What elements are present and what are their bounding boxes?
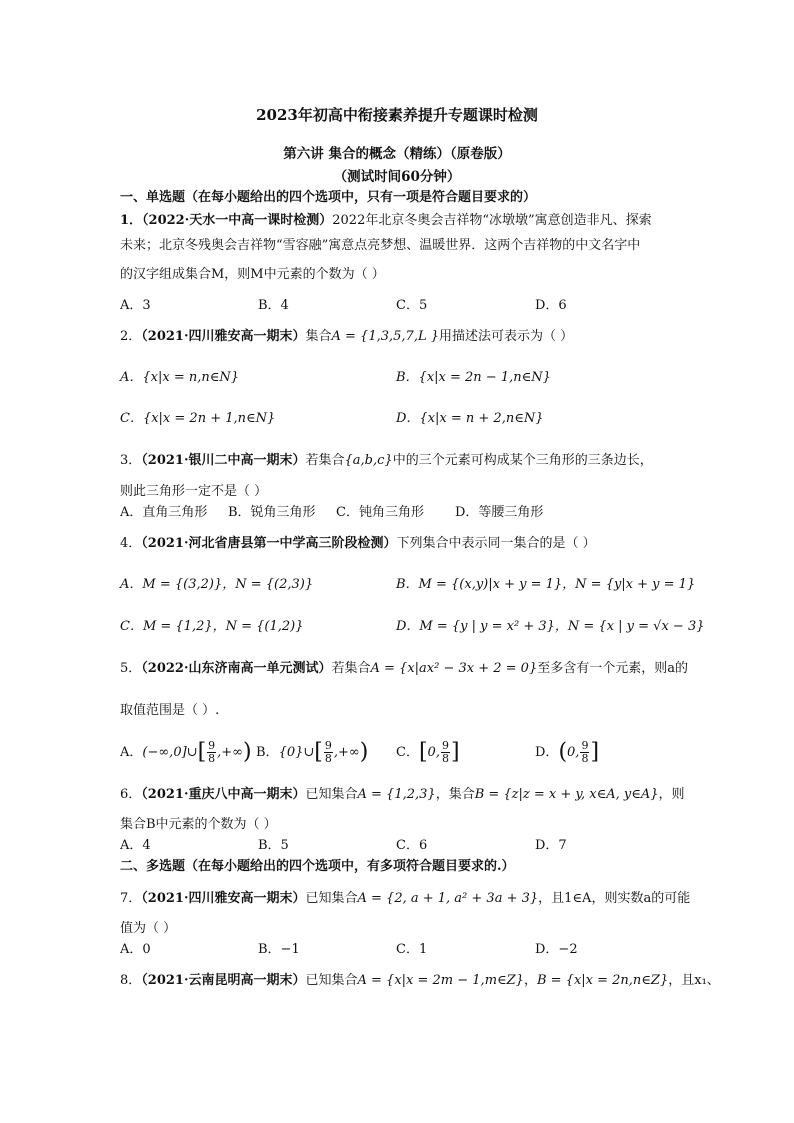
- q2-option-b: B．{x|x = 2n − 1,n∈N}: [396, 370, 551, 385]
- question-6-stem: [120, 786, 685, 804]
- question-3-stem: [120, 452, 653, 470]
- option-letter: D．: [535, 745, 559, 760]
- question-1-line-2: 未来；北京冬残奥会吉祥物“雪容融”寓意点亮梦想、温暖世界．这两个吉祥物的中文名字中: [120, 238, 641, 253]
- question-source: （2022·天水一中高一课时检测）: [142, 213, 333, 228]
- question-5-stem: [120, 660, 688, 678]
- math-set: B = {x|x = 2n,n∈Z}: [536, 973, 669, 988]
- question-7-stem: [120, 890, 690, 908]
- q2-option-d: D．{x|x = n + 2,n∈N}: [396, 411, 544, 426]
- q4-option-c: C．M = {1,2}，N = {(1,2)}: [120, 619, 304, 634]
- right-paren: ): [243, 739, 252, 765]
- question-source: （2021·云南昆明高一期末）: [141, 973, 306, 988]
- math-expr: 0,: [567, 745, 580, 760]
- q2-option-a: A．{x|x = n,n∈N}: [120, 370, 240, 385]
- question-text: 2022年北京冬奥会吉祥物“冰墩墩”寓意创造非凡、探索: [332, 213, 652, 228]
- question-number: 4．: [120, 536, 142, 551]
- denominator: 8: [324, 752, 332, 765]
- option-letter: B．: [256, 745, 279, 760]
- question-text: ，且1∈A，则实数a的可能: [538, 891, 691, 906]
- question-6-line-2: 集合B中元素的个数为（ ）: [120, 817, 277, 832]
- denominator: 8: [581, 752, 589, 765]
- q1-option-b: B．4: [258, 298, 289, 313]
- q3-option-b: B．锐角三角形: [228, 505, 316, 520]
- left-bracket: [: [314, 739, 323, 765]
- question-text: 已知集合: [305, 891, 358, 906]
- question-2-stem: [120, 328, 573, 346]
- q4-option-d: D．M = {y | y = x² + 3}，N = {x | y = √x − 3}: [396, 619, 705, 634]
- numerator: 9: [581, 739, 589, 752]
- section-multiple-choice: 二、多选题（在每小题给出的四个选项中，有多项符合题目要求的.）: [120, 859, 515, 874]
- math-set: B = {z|z = x + y, x∈A, y∈A}: [474, 787, 659, 802]
- question-text: 至多含有一个元素，则a的: [537, 661, 688, 676]
- q5-option-b: [256, 740, 368, 765]
- math-set: A = {2, a + 1, a² + 3a + 3}: [357, 891, 539, 906]
- question-text: 用描述法可表示为（ ）: [438, 329, 574, 344]
- question-number: 3．: [120, 453, 142, 468]
- question-number: 8．: [120, 973, 142, 988]
- question-number: 5．: [120, 661, 142, 676]
- question-4-stem: [120, 535, 596, 553]
- math-set: A = {x|x = 2m − 1,m∈Z}: [357, 973, 524, 988]
- fraction: [580, 740, 589, 765]
- fraction: [207, 740, 216, 765]
- question-text: ，: [523, 973, 537, 988]
- q6-option-c: C．6: [396, 838, 428, 853]
- left-paren: (: [558, 739, 568, 765]
- q2-option-c: C．{x|x = 2n + 1,n∈N}: [120, 411, 276, 426]
- question-number: 1．: [120, 213, 143, 228]
- q7-option-c: C．1: [396, 942, 428, 957]
- denominator: 8: [208, 752, 216, 765]
- q3-option-a: A．直角三角形: [120, 505, 208, 520]
- denominator: 8: [441, 752, 449, 765]
- question-number: 6．: [120, 787, 142, 802]
- right-bracket: ]: [450, 739, 460, 765]
- question-source: （2021·四川雅安高一期末）: [141, 891, 306, 906]
- math-expr: 0,: [427, 745, 440, 760]
- numerator: 9: [441, 739, 449, 752]
- page-title: 2023年初高中衔接素养提升专题课时检测: [256, 106, 538, 124]
- question-text: 集合: [305, 329, 332, 344]
- question-1-line-3: 的汉字组成集合M，则M中元素的个数为（ ）: [120, 267, 385, 282]
- time-note: （测试时间60分钟）: [333, 169, 461, 185]
- q6-option-a: A．4: [120, 838, 151, 853]
- question-text: 已知集合: [305, 973, 358, 988]
- question-text: 中的三个元素可构成某个三角形的三条边长，: [392, 453, 653, 468]
- numerator: 9: [208, 739, 216, 752]
- q7-option-a: A．0: [120, 942, 151, 957]
- q3-option-d: D．等腰三角形: [455, 505, 544, 520]
- q4-option-b: B．M = {(x,y)|x + y = 1}，N = {y|x + y = 1}: [396, 577, 696, 592]
- question-text: 下列集合中表示同一集合的是（ ）: [396, 536, 596, 551]
- math-set: A = {1,3,5,7,L }: [331, 329, 439, 344]
- question-text: 若集合: [305, 453, 345, 468]
- option-letter: C．: [396, 745, 419, 760]
- math-expr: {0}∪: [278, 745, 315, 760]
- math-expr: (−∞,0]∪: [142, 745, 198, 760]
- q3-option-c: C．钝角三角形: [336, 505, 424, 520]
- question-8-stem: [120, 972, 720, 990]
- fraction: [441, 740, 450, 765]
- question-source: （2022·山东济南高一单元测试）: [141, 661, 332, 676]
- question-3-line-2: 则此三角形一定不是（ ）: [120, 484, 268, 499]
- question-1-line-1: [120, 212, 652, 230]
- question-number: 7．: [120, 891, 142, 906]
- q5-option-c: [396, 740, 460, 765]
- q4-option-a: A．M = {(3,2)}，N = {(2,3)}: [120, 577, 314, 592]
- question-5-line-2: 取值范围是（ ）.: [120, 703, 220, 718]
- q7-option-b: B．−1: [258, 942, 300, 957]
- question-text: ，则: [658, 787, 685, 802]
- q1-option-d: D．6: [535, 298, 567, 313]
- lesson-subtitle: 第六讲 集合的概念（精练）（原卷版）: [283, 146, 511, 162]
- question-7-line-2: 值为（ ）: [120, 921, 177, 936]
- right-paren: ): [359, 739, 369, 765]
- q6-option-b: B．5: [258, 838, 289, 853]
- q6-option-d: D．7: [535, 838, 567, 853]
- question-text: 若集合: [331, 661, 371, 676]
- q5-option-d: [535, 740, 599, 765]
- right-bracket: ]: [590, 739, 600, 765]
- q5-option-a: [120, 740, 252, 765]
- question-source: （2021·银川二中高一期末）: [141, 453, 306, 468]
- section-single-choice: 一、单选题（在每小题给出的四个选项中，只有一项是符合题目要求的）: [120, 190, 537, 205]
- left-bracket: [: [418, 739, 428, 765]
- question-text: ，且x₁、: [668, 973, 720, 988]
- fraction: [324, 740, 333, 765]
- question-number: 2．: [120, 329, 142, 344]
- question-text: 已知集合: [305, 787, 358, 802]
- question-source: （2021·河北省唐县第一中学高三阶段检测）: [141, 536, 397, 551]
- question-text: ，集合: [435, 787, 475, 802]
- q1-option-a: A．3: [120, 298, 151, 313]
- q7-option-d: D．−2: [535, 942, 578, 957]
- left-bracket: [: [197, 739, 207, 765]
- numerator: 9: [324, 739, 332, 752]
- math-set: A = {1,2,3}: [357, 787, 436, 802]
- math-set: A = {x|ax² − 3x + 2 = 0}: [370, 661, 538, 676]
- option-letter: A．: [120, 745, 143, 760]
- question-source: （2021·重庆八中高一期末）: [141, 787, 306, 802]
- math-expr: ,+∞: [333, 745, 360, 760]
- math-expr: ,+∞: [217, 745, 244, 760]
- question-source: （2021·四川雅安高一期末）: [141, 329, 306, 344]
- q1-option-c: C．5: [396, 298, 428, 313]
- math-set: {a,b,c}: [344, 453, 393, 468]
